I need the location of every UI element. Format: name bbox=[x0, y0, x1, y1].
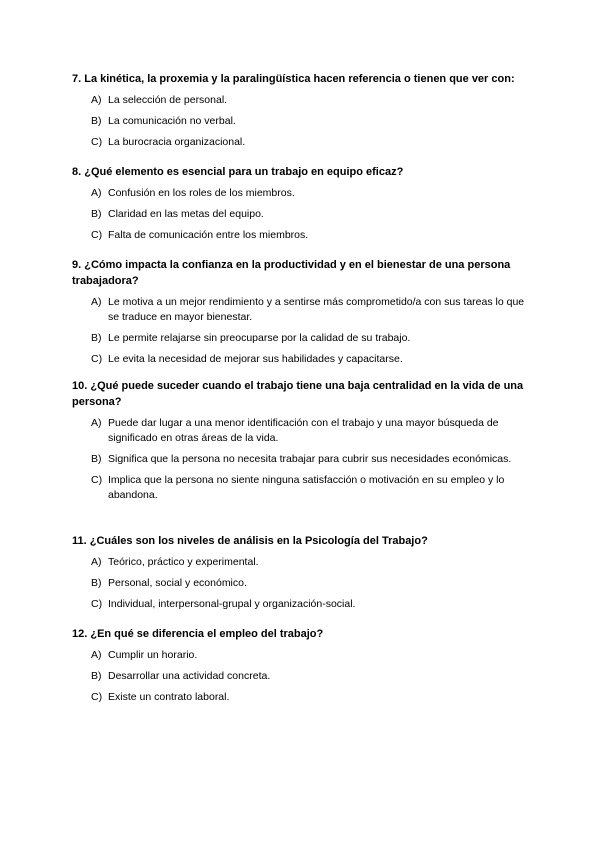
option-text: Personal, social y económico. bbox=[108, 577, 247, 589]
answer-option-c bbox=[72, 135, 532, 150]
option-letter: A) bbox=[91, 556, 102, 568]
option-text: La comunicación no verbal. bbox=[108, 115, 236, 127]
option-letter: B) bbox=[91, 670, 102, 682]
answer-option-a bbox=[72, 648, 532, 663]
option-letter: C) bbox=[91, 598, 103, 610]
option-letter: A) bbox=[91, 649, 102, 661]
answer-option-a bbox=[72, 416, 532, 446]
answer-option-b bbox=[72, 452, 532, 467]
answer-options bbox=[72, 93, 532, 150]
option-text: Le permite relajarse sin preocuparse por la calidad de su trabajo. bbox=[108, 332, 411, 344]
answer-option-b bbox=[72, 669, 532, 684]
answer-options bbox=[72, 416, 532, 503]
question-title: 12. ¿En qué se diferencia el empleo del trabajo? bbox=[72, 628, 324, 640]
answer-option-c bbox=[72, 473, 532, 503]
option-letter: C) bbox=[91, 229, 103, 241]
question-title: 9. ¿Cómo impacta la confianza en la productividad y en el bienestar de una persona trabajadora? bbox=[72, 259, 511, 287]
question-title: 7. La kinética, la proxemia y la paralingüística hacen referencia o tienen que ver con: bbox=[72, 73, 515, 85]
answer-options bbox=[72, 648, 532, 705]
option-letter: C) bbox=[91, 136, 103, 148]
option-text: Desarrollar una actividad concreta. bbox=[108, 670, 271, 682]
option-text: Cumplir un horario. bbox=[108, 649, 198, 661]
answer-option-b bbox=[72, 207, 532, 222]
option-letter: B) bbox=[91, 332, 102, 344]
answer-option-b bbox=[72, 114, 532, 129]
answer-option-c bbox=[72, 352, 532, 367]
option-text: La burocracia organizacional. bbox=[108, 136, 246, 148]
option-text: Significa que la persona no necesita trabajar para cubrir sus necesidades económicas. bbox=[108, 453, 512, 465]
answer-option-b bbox=[72, 576, 532, 591]
question-10 bbox=[72, 378, 532, 503]
question-11 bbox=[72, 533, 532, 612]
option-letter: C) bbox=[91, 474, 103, 486]
answer-options bbox=[72, 295, 532, 367]
answer-option-a bbox=[72, 93, 532, 108]
question-title: 10. ¿Qué puede suceder cuando el trabajo tiene una baja centralidad en la vida de una persona? bbox=[72, 380, 524, 408]
question-7 bbox=[72, 71, 532, 150]
question-9 bbox=[72, 257, 532, 367]
question-title: 8. ¿Qué elemento es esencial para un trabajo en equipo eficaz? bbox=[72, 166, 404, 178]
answer-option-c bbox=[72, 228, 532, 243]
option-letter: B) bbox=[91, 208, 102, 220]
question-8 bbox=[72, 164, 532, 243]
option-letter: B) bbox=[91, 577, 102, 589]
answer-option-c bbox=[72, 597, 532, 612]
option-text: Teórico, práctico y experimental. bbox=[108, 556, 259, 568]
option-text: Confusión en los roles de los miembros. bbox=[108, 187, 295, 199]
answer-option-a bbox=[72, 295, 532, 325]
option-text: Implica que la persona no siente ninguna satisfacción o motivación en su empleo y lo abandona. bbox=[108, 474, 505, 501]
option-letter: A) bbox=[91, 296, 102, 308]
option-letter: A) bbox=[91, 417, 102, 429]
option-letter: C) bbox=[91, 691, 103, 703]
option-text: Individual, interpersonal-grupal y organización-social. bbox=[108, 598, 356, 610]
answer-option-c bbox=[72, 690, 532, 705]
option-letter: C) bbox=[91, 353, 103, 365]
option-text: La selección de personal. bbox=[108, 94, 228, 106]
answer-option-a bbox=[72, 186, 532, 201]
option-text: Puede dar lugar a una menor identificación con el trabajo y una mayor búsqueda de significado en otras áreas de la vida. bbox=[108, 417, 499, 444]
answer-options bbox=[72, 555, 532, 612]
answer-option-a bbox=[72, 555, 532, 570]
answer-options bbox=[72, 186, 532, 243]
answer-option-b bbox=[72, 331, 532, 346]
option-letter: B) bbox=[91, 453, 102, 465]
option-letter: A) bbox=[91, 187, 102, 199]
option-text: Claridad en las metas del equipo. bbox=[108, 208, 264, 220]
option-text: Existe un contrato laboral. bbox=[108, 691, 230, 703]
option-text: Le evita la necesidad de mejorar sus habilidades y capacitarse. bbox=[108, 353, 403, 365]
option-letter: B) bbox=[91, 115, 102, 127]
option-letter: A) bbox=[91, 94, 102, 106]
question-title: 11. ¿Cuáles son los niveles de análisis en la Psicología del Trabajo? bbox=[72, 535, 428, 547]
option-text: Falta de comunicación entre los miembros. bbox=[108, 229, 309, 241]
question-12 bbox=[72, 626, 532, 705]
option-text: Le motiva a un mejor rendimiento y a sentirse más comprometido/a con sus tareas lo que se traduce en mayor bienestar. bbox=[108, 296, 525, 323]
